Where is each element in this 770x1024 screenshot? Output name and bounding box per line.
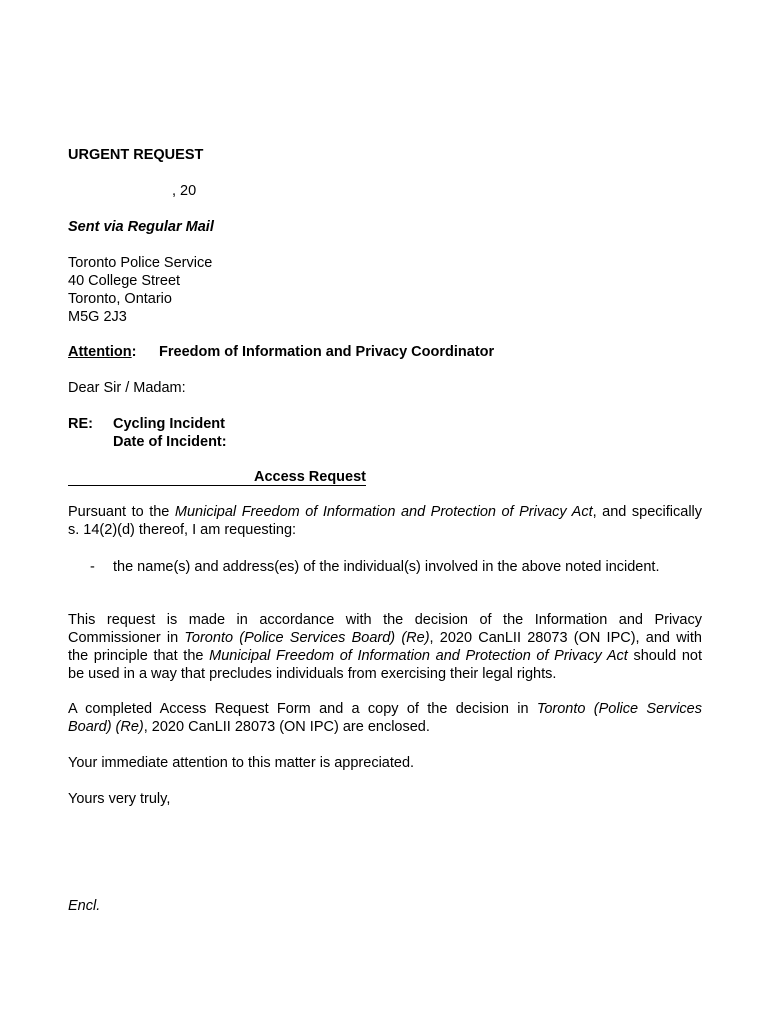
paragraph-1: Pursuant to the Municipal Freedom of Information and Protection of Privacy Act, and specifically s. 14(2)(d) thereof, I am requesting:	[68, 504, 703, 538]
access-request-title: Access Request	[253, 469, 366, 485]
enclosure-note: Encl.	[68, 898, 101, 914]
bullet-dash: -	[90, 559, 95, 575]
bullet-text: the name(s) and address(es) of the individual(s) involved in the above noted incident.	[113, 559, 660, 575]
recipient-address	[68, 254, 212, 326]
request-bullet	[90, 558, 660, 576]
salutation: Dear Sir / Madam:	[68, 380, 186, 396]
urgent-heading: URGENT REQUEST	[68, 147, 204, 163]
closing: Yours very truly,	[68, 791, 171, 807]
access-request-line	[68, 468, 366, 486]
address-line: 40 College Street	[68, 273, 181, 289]
act-name: Municipal Freedom of Information and Protection of Privacy Act	[174, 504, 593, 520]
re-label: RE:	[68, 416, 93, 432]
re-block	[113, 415, 227, 451]
attention-label: Attention	[68, 344, 132, 360]
attention-line: Attention: Freedom of Information and Privacy Coordinator	[68, 344, 495, 360]
paragraph-3: A completed Access Request Form and a copy of the decision in Toronto (Police Services Board) (Re), 2020 CanLII 28073 (ON IPC) are enclosed.	[68, 701, 702, 735]
attention-value: Freedom of Information and Privacy Coordinator	[159, 344, 495, 360]
re-subject: Cycling Incident	[113, 416, 225, 432]
address-line: M5G 2J3	[68, 309, 127, 325]
address-line: Toronto, Ontario	[68, 291, 172, 307]
paragraph-2: This request is made in accordance with the decision of the Information and Privacy Commissioner in Toronto (Police Services Board) (Re), 2020 CanLII 28073 (ON IPC), and with the principle that the Municipal Freedom of Information and Protection of Privacy Act should not be used in a way that precludes individuals from exercising their legal rights.	[68, 612, 702, 682]
delivery-method: Sent via Regular Mail	[68, 219, 214, 235]
address-line: Toronto Police Service	[68, 255, 213, 271]
paragraph-4: Your immediate attention to this matter is appreciated.	[68, 755, 415, 771]
re-date: Date of Incident:	[113, 434, 227, 450]
date-line: , 20	[172, 183, 197, 199]
